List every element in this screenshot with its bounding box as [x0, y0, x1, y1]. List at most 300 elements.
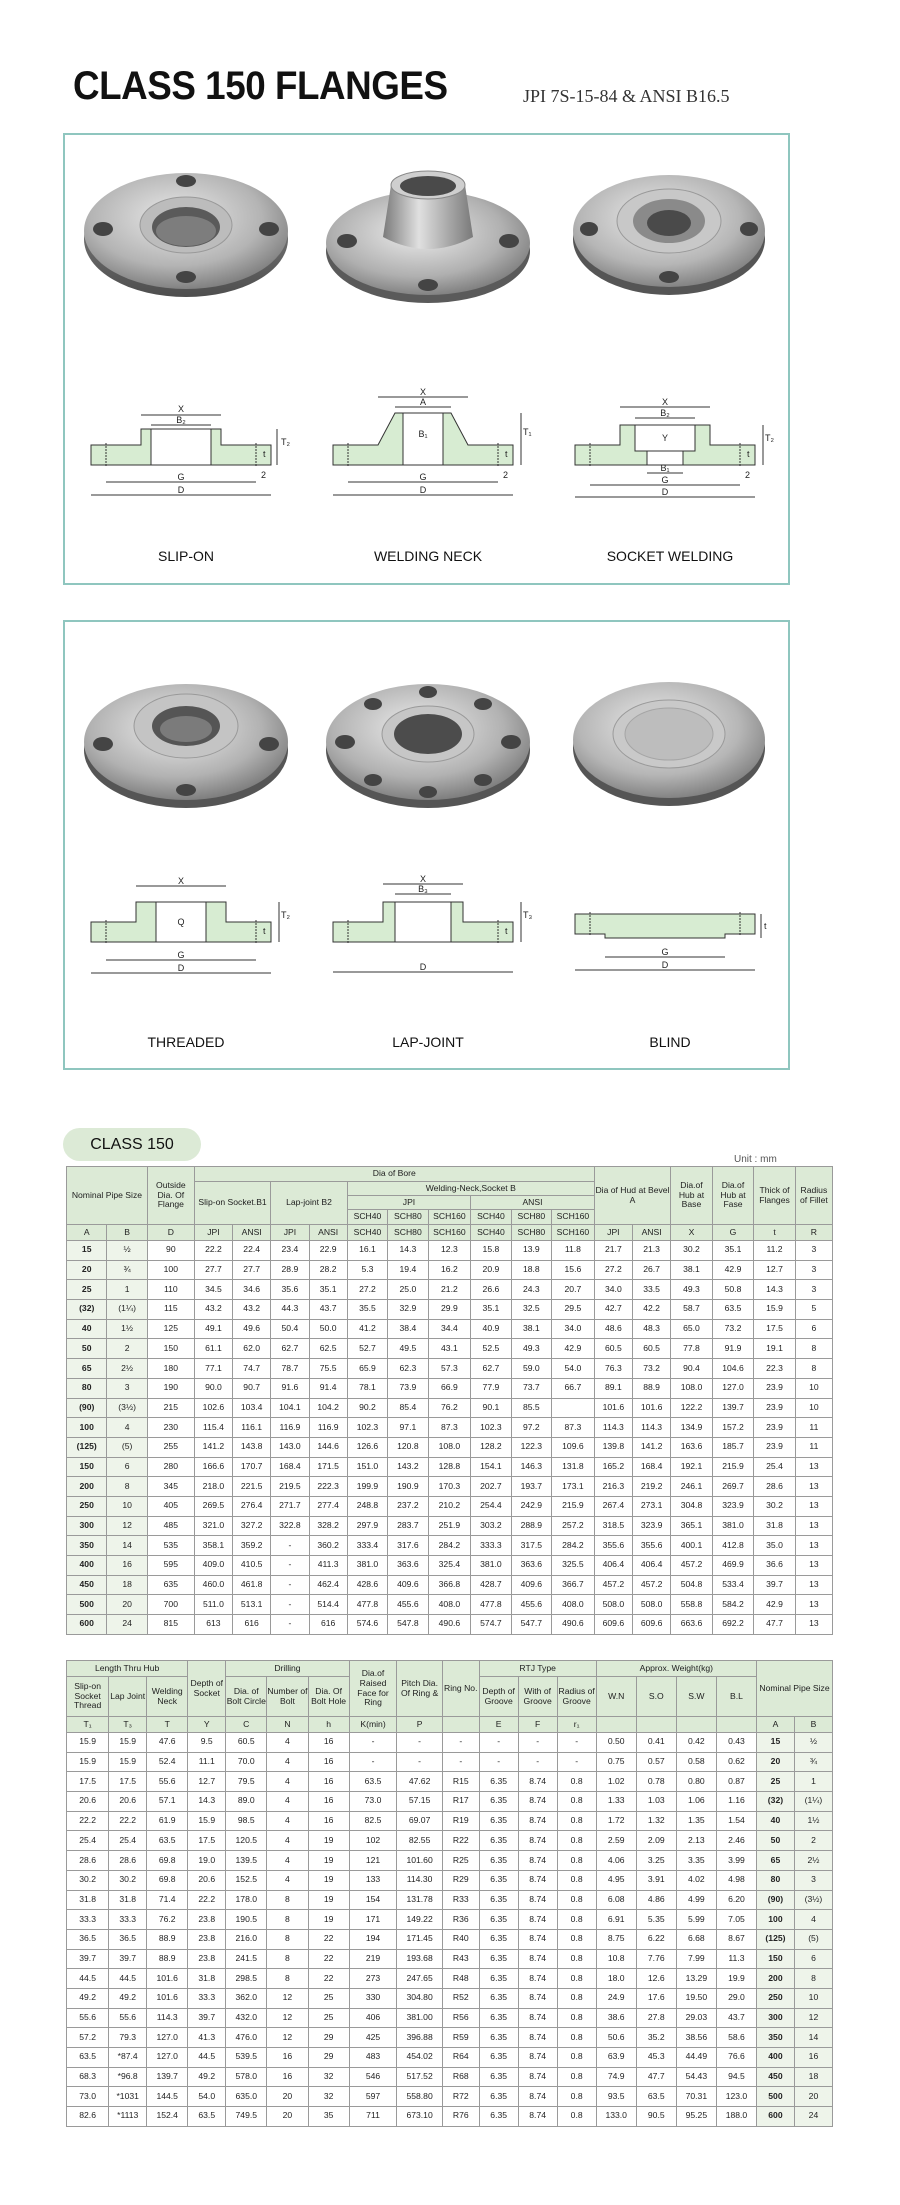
table-cell: 4.86	[636, 1890, 676, 1910]
table-cell: 26.6	[471, 1280, 511, 1300]
table-cell: 28.6	[754, 1477, 796, 1497]
table-cell: 133	[349, 1870, 397, 1890]
table-cell: 6.35	[479, 1929, 518, 1949]
table-cell: 6.35	[479, 1890, 518, 1910]
table-cell: 250	[67, 1496, 107, 1516]
table-cell: 76.2	[147, 1910, 188, 1930]
table-cell: 11.3	[716, 1949, 756, 1969]
table-cell: 101.6	[147, 1988, 188, 2008]
svg-text:t: t	[505, 926, 508, 936]
table-cell: 42.7	[594, 1300, 632, 1320]
table-cell: 16	[267, 2048, 308, 2068]
table-cell: 166.6	[194, 1457, 232, 1477]
table-cell: 44.3	[271, 1300, 309, 1320]
hdr-lap-joint: Lap-joint B2	[271, 1182, 347, 1225]
table-cell: 381.00	[397, 2008, 442, 2028]
table-cell: 90.2	[347, 1398, 387, 1418]
table-cell: 63.5	[349, 1772, 397, 1792]
table-cell: 483	[349, 2048, 397, 2068]
table-cell: 411.3	[309, 1556, 347, 1576]
table-cell: 635.0	[226, 2087, 267, 2107]
table-cell: 151.0	[347, 1457, 387, 1477]
table-cell: 25	[308, 1988, 349, 2008]
table-cell: 547.7	[511, 1615, 551, 1635]
table-cell: 16	[794, 2048, 832, 2068]
table-cell: 85.5	[511, 1398, 551, 1418]
hdr-sch80-ansi: SCH80	[511, 1210, 551, 1225]
table-cell: 0.80	[676, 1772, 716, 1792]
table-cell: 595	[147, 1556, 194, 1576]
table-cell: 454.02	[397, 2048, 442, 2068]
hdr-col-c: C	[226, 1717, 267, 1733]
table-cell: 180	[147, 1359, 194, 1379]
table-cell: 40	[67, 1319, 107, 1339]
dimensions-table-head	[67, 1167, 833, 1241]
table-cell: 170.7	[233, 1457, 271, 1477]
table-cell: 25.0	[388, 1280, 428, 1300]
table-cell: 95.25	[676, 2107, 716, 2127]
svg-text:D: D	[419, 485, 427, 495]
table-cell: 333.3	[471, 1536, 511, 1556]
table-cell: -	[271, 1615, 309, 1635]
table-cell: 508.0	[632, 1595, 670, 1615]
table-cell: 711	[349, 2107, 397, 2127]
table-cell: 68.3	[67, 2067, 109, 2087]
blind-cell	[549, 622, 791, 1072]
table-row	[67, 1772, 833, 1792]
table-cell: 18.0	[596, 1969, 636, 1989]
table-cell: -	[518, 1752, 557, 1772]
table-cell: 490.6	[552, 1615, 595, 1635]
table-cell: 24	[794, 2107, 832, 2127]
table-cell: 304.8	[671, 1496, 713, 1516]
table-cell: 406.4	[594, 1556, 632, 1576]
table-cell: 78.1	[347, 1378, 387, 1398]
table-cell: 6.35	[479, 1851, 518, 1871]
drilling-weight-table-body	[67, 1733, 833, 2127]
welding-neck-cell	[307, 135, 549, 587]
table-cell: 4	[267, 1870, 308, 1890]
table-cell: 202.7	[471, 1477, 511, 1497]
table-cell: 139.5	[226, 1851, 267, 1871]
table-cell: 255	[147, 1437, 194, 1457]
table-cell: 44.5	[67, 1969, 109, 1989]
table-cell: 32.5	[511, 1300, 551, 1320]
table-cell: 28.9	[271, 1260, 309, 1280]
table-cell: 22	[308, 1969, 349, 1989]
table-cell: 5.35	[636, 1910, 676, 1930]
svg-text:T₁: T₁	[523, 427, 532, 437]
table-cell: 257.2	[552, 1516, 595, 1536]
table-cell: 49.2	[109, 1988, 147, 2008]
svg-text:X: X	[419, 387, 427, 397]
hdr-col-k: K(min)	[349, 1717, 397, 1733]
table-cell: 8.74	[518, 2087, 557, 2107]
table-cell: 500	[757, 2087, 795, 2107]
table-cell: 5.3	[347, 1260, 387, 1280]
svg-text:t: t	[263, 926, 266, 936]
table-cell: 269.5	[194, 1496, 232, 1516]
table-cell: 4	[267, 1811, 308, 1831]
table-cell: 73.7	[511, 1378, 551, 1398]
table-cell: -	[271, 1575, 309, 1595]
table-cell: 110	[147, 1280, 194, 1300]
table-cell: 14.3	[388, 1241, 428, 1261]
welding-neck-caption: WELDING NECK	[373, 548, 483, 564]
lap-joint-cell	[307, 622, 549, 1072]
svg-text:G: G	[177, 472, 185, 482]
table-row	[67, 1733, 833, 1753]
table-cell: 6.35	[479, 1811, 518, 1831]
hdr-col-r: R	[795, 1225, 832, 1241]
hdr-sch40-jpi-2: SCH40	[347, 1225, 387, 1241]
table-cell: 19	[308, 1851, 349, 1871]
table-cell: 65	[757, 1851, 795, 1871]
table-cell: 8.74	[518, 1890, 557, 1910]
table-cell: 0.8	[557, 1969, 596, 1989]
table-cell: 546	[349, 2067, 397, 2087]
table-cell: 24.9	[596, 1988, 636, 2008]
table-cell: 94.5	[716, 2067, 756, 2087]
table-cell: 410.5	[233, 1556, 271, 1576]
table-cell: (1¼)	[794, 1792, 832, 1812]
table-cell: 34.4	[428, 1319, 471, 1339]
table-cell: 216.3	[594, 1477, 632, 1497]
table-cell: 4.02	[676, 1870, 716, 1890]
table-cell: (90)	[757, 1890, 795, 1910]
hdr-bore: Dia of Bore	[194, 1167, 594, 1182]
table-cell: 1	[107, 1280, 147, 1300]
table-cell: 90.0	[194, 1378, 232, 1398]
table-cell: R64	[442, 2048, 479, 2068]
table-cell: 25	[757, 1772, 795, 1792]
table-cell: 173.1	[552, 1477, 595, 1497]
table-cell: 8.74	[518, 2107, 557, 2127]
table-cell: 70.31	[676, 2087, 716, 2107]
table-row	[67, 1811, 833, 1831]
table-row	[67, 1536, 833, 1556]
hdr-sch80-jpi-2: SCH80	[388, 1225, 428, 1241]
table-cell: 0.62	[716, 1752, 756, 1772]
table-cell: 116.9	[271, 1418, 309, 1438]
svg-text:B₂: B₂	[176, 415, 186, 425]
table-cell: (3½)	[107, 1398, 147, 1418]
table-cell: 8.75	[596, 1929, 636, 1949]
hdr-wt-so: S.O	[636, 1677, 676, 1717]
table-row	[67, 1615, 833, 1635]
threaded-photo	[81, 664, 291, 814]
table-cell: 34.0	[552, 1319, 595, 1339]
table-cell: 513.1	[233, 1595, 271, 1615]
table-cell: 0.43	[716, 1733, 756, 1753]
table-cell: 15.9	[188, 1811, 226, 1831]
table-cell: 73.9	[388, 1378, 428, 1398]
table-cell: 38.1	[671, 1260, 713, 1280]
hdr-bolt-circle: Dia. of Bolt Circle	[226, 1677, 267, 1717]
table-cell: 116.1	[233, 1418, 271, 1438]
table-cell: 616	[309, 1615, 347, 1635]
table-cell: R76	[442, 2107, 479, 2127]
table-cell: 25.4	[67, 1831, 109, 1851]
table-cell: 10.8	[596, 1949, 636, 1969]
table-cell: 49.5	[388, 1339, 428, 1359]
table-cell: 406	[349, 2008, 397, 2028]
table-cell: 366.8	[428, 1575, 471, 1595]
table-cell: 60.5	[594, 1339, 632, 1359]
table-cell: 49.3	[511, 1339, 551, 1359]
blind-photo	[569, 664, 769, 814]
threaded-cell	[65, 622, 307, 1072]
table-cell: 477.8	[347, 1595, 387, 1615]
table-cell: 20	[67, 1260, 107, 1280]
table-cell: 6	[795, 1319, 832, 1339]
table-cell: 1.54	[716, 1811, 756, 1831]
hdr-welding-neck: Welding-Neck,Socket B	[347, 1182, 594, 1196]
table-cell: 16	[308, 1752, 349, 1772]
table-cell: 16	[308, 1811, 349, 1831]
hdr-col-f: F	[518, 1717, 557, 1733]
table-cell: 114.30	[397, 1870, 442, 1890]
svg-text:t: t	[263, 449, 266, 459]
table-cell: 692.2	[712, 1615, 754, 1635]
table-cell: 12	[267, 1988, 308, 2008]
lap-joint-photo	[323, 664, 533, 814]
table-cell: -	[479, 1733, 518, 1753]
table-cell: 1.72	[596, 1811, 636, 1831]
table-cell: 20	[267, 2087, 308, 2107]
table-cell: 535	[147, 1536, 194, 1556]
table-cell: 15.9	[109, 1752, 147, 1772]
table-cell: 13	[795, 1496, 832, 1516]
table-cell: 514.4	[309, 1595, 347, 1615]
table-cell: 304.80	[397, 1988, 442, 2008]
table-cell: 63.5	[147, 1831, 188, 1851]
table-cell: 89.1	[594, 1378, 632, 1398]
table-cell: 457.2	[671, 1556, 713, 1576]
table-cell: 317.6	[388, 1536, 428, 1556]
table-cell: 43.2	[233, 1300, 271, 1320]
table-cell: 28.6	[67, 1851, 109, 1871]
table-cell: 100	[67, 1418, 107, 1438]
table-cell: 9.5	[188, 1733, 226, 1753]
table-cell: 8	[267, 1890, 308, 1910]
table-cell: 4	[267, 1752, 308, 1772]
table-cell: 6.35	[479, 1870, 518, 1890]
hdr-weight: Approx. Weight(kg)	[596, 1661, 756, 1677]
table-cell: ½	[107, 1241, 147, 1261]
hdr-sch40-ansi-2: SCH40	[471, 1225, 511, 1241]
table-cell: 87.3	[552, 1418, 595, 1438]
svg-text:X: X	[177, 876, 185, 886]
table-cell: 1.03	[636, 1792, 676, 1812]
hdr-col-blank-2	[596, 1717, 636, 1733]
table-cell: 50.6	[596, 2028, 636, 2048]
hdr-with-groove: With of Groove	[518, 1677, 557, 1717]
table-title: CLASS 150	[63, 1128, 201, 1161]
table-cell: 246.1	[671, 1477, 713, 1497]
table-cell: 558.80	[397, 2087, 442, 2107]
table-cell: 297.9	[347, 1516, 387, 1536]
table-cell: 76.6	[716, 2048, 756, 2068]
table-row	[67, 2028, 833, 2048]
table-cell: 284.2	[552, 1536, 595, 1556]
table-cell: 115	[147, 1300, 194, 1320]
table-cell: 127.0	[147, 2048, 188, 2068]
table-cell: 34.0	[594, 1280, 632, 1300]
table-cell: 88.9	[632, 1378, 670, 1398]
table-cell: 277.4	[309, 1496, 347, 1516]
table-cell: 39.7	[188, 2008, 226, 2028]
slip-on-section-drawing	[81, 385, 291, 510]
table-cell: 50.4	[271, 1319, 309, 1339]
table-cell: 22.2	[109, 1811, 147, 1831]
table-row	[67, 2107, 833, 2127]
table-cell: 200	[757, 1969, 795, 1989]
table-cell: 0.8	[557, 1851, 596, 1871]
table-cell: R29	[442, 1870, 479, 1890]
table-cell: -	[349, 1752, 397, 1772]
table-cell: -	[518, 1733, 557, 1753]
table-cell: 600	[67, 1615, 107, 1635]
table-cell: 91.6	[271, 1378, 309, 1398]
table-cell: 33.3	[67, 1910, 109, 1930]
table-cell: -	[479, 1752, 518, 1772]
table-cell: 0.8	[557, 2048, 596, 2068]
table-cell: 363.6	[388, 1556, 428, 1576]
table-cell: 359.2	[233, 1536, 271, 1556]
table-cell: 8.74	[518, 1811, 557, 1831]
table-cell: 247.65	[397, 1969, 442, 1989]
hdr-pitch: Pitch Dia. Of Ring &	[397, 1661, 442, 1717]
table-cell: 80	[67, 1378, 107, 1398]
drilling-weight-table-head	[67, 1661, 833, 1733]
slip-on-photo	[81, 159, 291, 304]
table-cell: 26.7	[632, 1260, 670, 1280]
table-cell: 104.6	[712, 1359, 754, 1379]
table-cell: 120.5	[226, 1831, 267, 1851]
table-cell: 230	[147, 1418, 194, 1438]
table-cell: 300	[757, 2008, 795, 2028]
table-cell: 21.2	[428, 1280, 471, 1300]
table-cell: 20	[107, 1595, 147, 1615]
table-cell: 20.6	[109, 1792, 147, 1812]
lap-joint-caption: LAP-JOINT	[392, 1034, 464, 1050]
table-cell: 63.5	[67, 2048, 109, 2068]
table-cell: 44.5	[109, 1969, 147, 1989]
table-cell: 3.25	[636, 1851, 676, 1871]
table-cell: 16	[308, 1733, 349, 1753]
table-row	[67, 1378, 833, 1398]
table-cell: 8	[267, 1949, 308, 1969]
table-cell: R43	[442, 1949, 479, 1969]
table-cell: 328.2	[309, 1516, 347, 1536]
table-cell: 450	[757, 2067, 795, 2087]
table-cell: 1.35	[676, 1811, 716, 1831]
table-cell: 33.3	[109, 1910, 147, 1930]
table-cell: 200	[67, 1477, 107, 1497]
table-cell: 11	[795, 1418, 832, 1438]
table-cell: 62.3	[388, 1359, 428, 1379]
table-cell: 190	[147, 1378, 194, 1398]
table-cell: 8.74	[518, 2008, 557, 2028]
table-cell: 6.35	[479, 2107, 518, 2127]
table-cell: R72	[442, 2087, 479, 2107]
hdr-wt-bl: B.L	[716, 1677, 756, 1717]
table-row	[67, 1988, 833, 2008]
table-cell: 79.3	[109, 2028, 147, 2048]
table-cell: 91.4	[309, 1378, 347, 1398]
table-cell: 144.5	[147, 2087, 188, 2107]
table-cell: 273	[349, 1969, 397, 1989]
table-cell: 90.7	[233, 1378, 271, 1398]
table-cell: 65.0	[671, 1319, 713, 1339]
table-cell: 163.6	[671, 1437, 713, 1457]
table-cell: 216.0	[226, 1929, 267, 1949]
table-cell: 102	[349, 1831, 397, 1851]
table-cell: 215.9	[712, 1457, 754, 1477]
table-cell: 52.4	[147, 1752, 188, 1772]
table-cell: 350	[757, 2028, 795, 2048]
table-cell: 428.7	[471, 1575, 511, 1595]
table-cell: 323.9	[632, 1516, 670, 1536]
table-cell: 15.9	[109, 1733, 147, 1753]
table-cell: 14.3	[754, 1280, 796, 1300]
table-cell: 3	[795, 1280, 832, 1300]
hdr-col-t1: T₁	[67, 1717, 109, 1733]
table-cell: 14	[107, 1536, 147, 1556]
table-cell: 3	[794, 1870, 832, 1890]
table-cell: 271.7	[271, 1496, 309, 1516]
lap-joint-section-drawing	[323, 862, 533, 987]
table-cell: 49.2	[67, 1988, 109, 2008]
table-cell: 2	[794, 1831, 832, 1851]
table-cell: 77.1	[194, 1359, 232, 1379]
table-cell: 62.0	[233, 1339, 271, 1359]
table-cell: R52	[442, 1988, 479, 2008]
table-cell: 16	[308, 1772, 349, 1792]
table-cell: 58.6	[716, 2028, 756, 2048]
table-cell: 97.1	[388, 1418, 428, 1438]
table-cell: 8.74	[518, 1792, 557, 1812]
table-cell: 0.41	[636, 1733, 676, 1753]
table-cell: 42.9	[552, 1339, 595, 1359]
table-cell: 0.8	[557, 1870, 596, 1890]
table-cell: 355.6	[632, 1536, 670, 1556]
table-cell: 57.1	[147, 1792, 188, 1812]
table-cell: 52.7	[347, 1339, 387, 1359]
table-cell: 20	[267, 2107, 308, 2127]
table-cell: 412.8	[712, 1536, 754, 1556]
table-cell: 517.52	[397, 2067, 442, 2087]
table-cell: 16.2	[428, 1260, 471, 1280]
hdr-slip-on: Slip-on Socket.B1	[194, 1182, 270, 1225]
table-cell: 358.1	[194, 1536, 232, 1556]
table-cell: 6	[794, 1949, 832, 1969]
table-cell: 273.1	[632, 1496, 670, 1516]
table-cell: 6.91	[596, 1910, 636, 1930]
table-cell: 31.8	[754, 1516, 796, 1536]
table-cell: 1.32	[636, 1811, 676, 1831]
table-cell: 7.99	[676, 1949, 716, 1969]
table-cell: 146.3	[511, 1457, 551, 1477]
table-cell: 10	[107, 1496, 147, 1516]
table-cell: 141.2	[194, 1437, 232, 1457]
svg-text:G: G	[177, 950, 185, 960]
table-cell: 597	[349, 2087, 397, 2107]
table-cell: 120.8	[388, 1437, 428, 1457]
table-cell: 17.6	[636, 1988, 676, 2008]
table-cell: 75.5	[309, 1359, 347, 1379]
